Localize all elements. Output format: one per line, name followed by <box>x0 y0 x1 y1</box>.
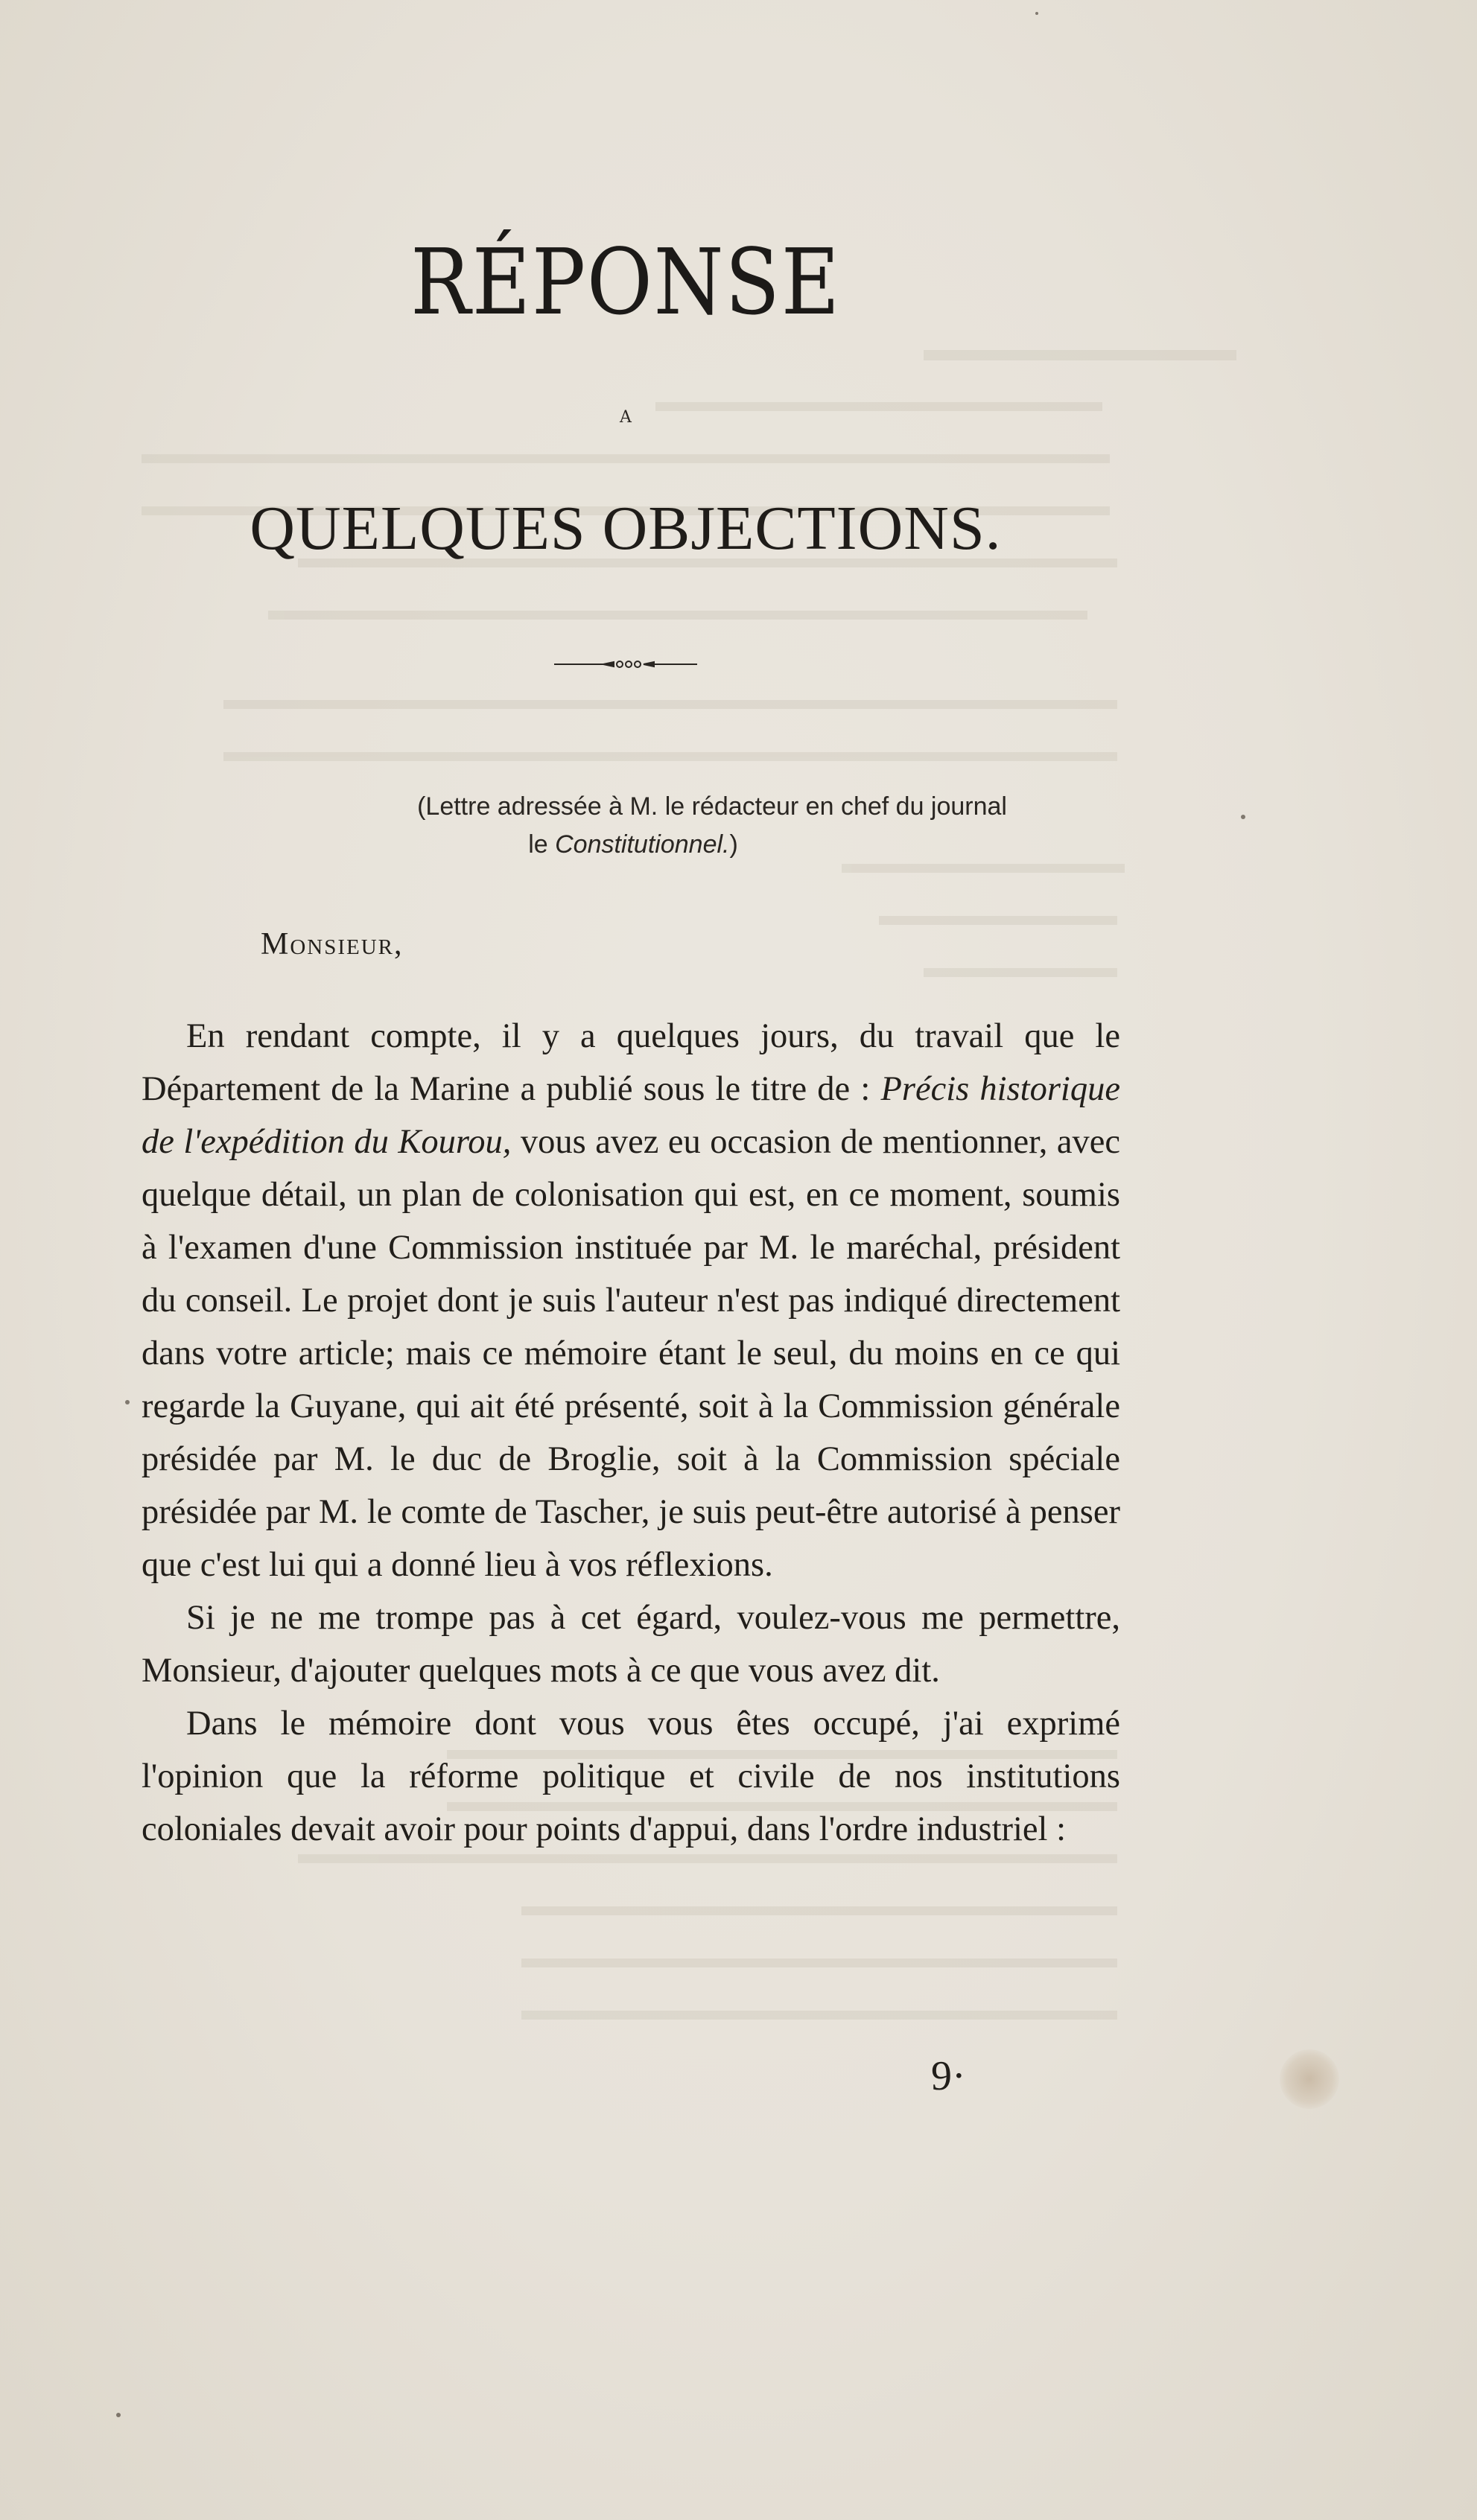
paragraph-3: Dans le mémoire dont vous vous êtes occupé, j'ai exprimé l'opinion que la réforme politique et civile de nos institutions coloniales devait avoir pour points d'appui, dans l'ordre industriel : <box>142 1705 1120 1848</box>
salutation: Monsieur, <box>261 927 404 961</box>
ink-speck <box>1035 12 1038 15</box>
journal-name: Constitutionnel. <box>555 830 730 859</box>
decorative-rule-icon <box>551 657 700 672</box>
foxing-stain <box>1280 2049 1339 2109</box>
page-title: RÉPONSE <box>410 229 841 335</box>
paragraph-1-italic-title: Précis historique de l'expédition du Kourou, <box>142 1070 1120 1161</box>
paragraph-2: Si je ne me trompe pas à cet égard, voulez-vous me permettre, Monsieur, d'ajouter quelques mots à ce que vous avez dit. <box>142 1599 1120 1690</box>
letter-note-line-1: (Lettre adressée à M. le rédacteur en chef du journal <box>417 792 1007 821</box>
page-number: 9· <box>931 2053 966 2099</box>
paragraph-1-part-2: vous avez eu occasion de mentionner, avec quelque détail, un plan de colonisation qui est, en ce moment, soumis à l'examen d'une Commission instituée par M. le maréchal, président du conseil. Le projet dont je suis l'auteur n'est pas indiqué directement dans votre article; mais ce mémoire étant le seul, du moins en ce qui regarde la Guyane, qui ait été présenté, soit à la Commission générale présidée par M. le duc de Broglie, soit à la Commission spéciale présidée par M. le comte de Tascher, je suis peut-être autorisé à penser que c'est lui qui a donné lieu à vos réflexions. <box>142 1123 1120 1584</box>
page-subtitle: QUELQUES OBJECTIONS. <box>250 494 1002 563</box>
ink-speck <box>1241 815 1245 819</box>
letter-address-note <box>246 788 1020 864</box>
body-text <box>142 1010 1120 1856</box>
letter-note-prefix: le <box>528 830 556 859</box>
ink-speck <box>116 2413 121 2417</box>
letter-note-line-2 <box>246 826 1020 864</box>
paragraph-1 <box>142 1010 1120 1591</box>
letter-note-suffix: ) <box>729 830 738 859</box>
paragraph-1-part-1: En rendant compte, il y a quelques jours, du travail que le Département de la Marine a publié sous le titre de : <box>142 1017 1120 1108</box>
title-connector: A <box>620 408 632 427</box>
ink-speck <box>125 1400 130 1404</box>
